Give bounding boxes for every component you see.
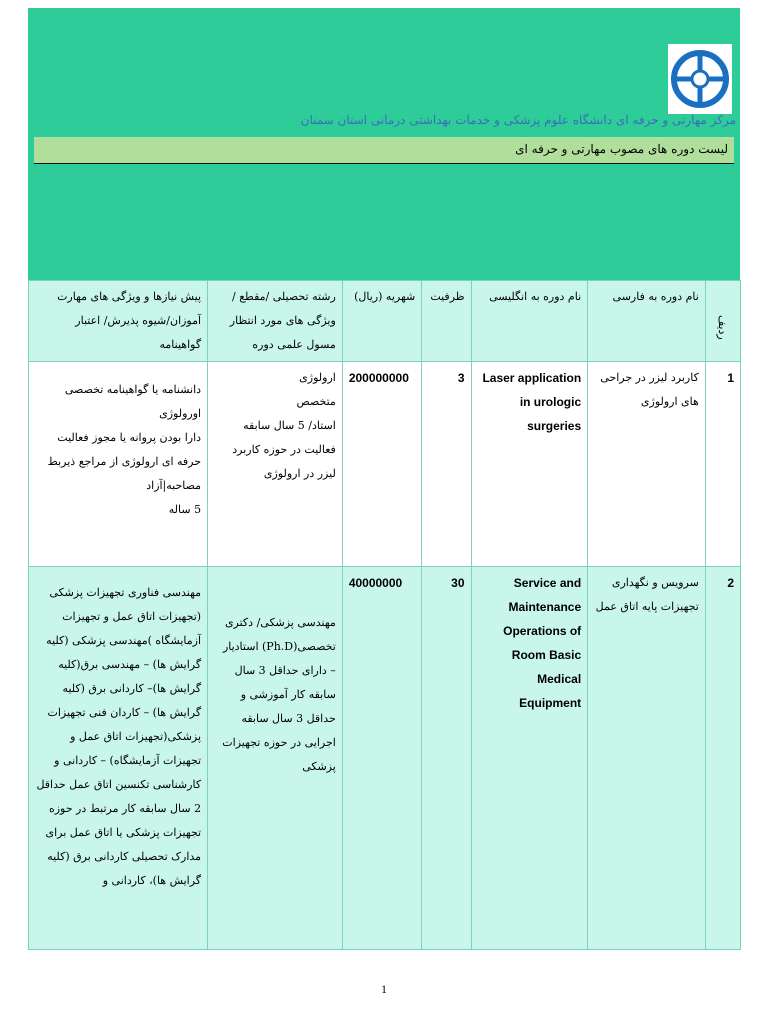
courses-table	[28, 280, 741, 950]
subtitle-bar	[34, 137, 734, 164]
header-fee: شهریه (ریال)	[342, 281, 421, 362]
course-name-en: Service and Maintenance Operations of Room Basic Medical Equipment	[471, 567, 588, 950]
course-requirements: دانشنامه یا گواهینامه تخصصی اورولوژی دارا بودن پروانه یا مجوز فعالیت حرفه ای ارولوژی از مراجع ذیربط مصاحبه|آزاد 5 ساله	[29, 362, 208, 567]
course-field: ارولوژی متخصص استاد/ 5 سال سابقه فعالیت در حوزه کاربرد لیزر در ارولوژی	[208, 362, 343, 567]
course-name-fa: کاربرد لیزر در جراحی های ارولوژی	[588, 362, 706, 567]
course-name-en: Laser application in urologic surgeries	[471, 362, 588, 567]
header-name-en: نام دوره به انگلیسی	[471, 281, 588, 362]
table-row	[29, 362, 741, 567]
table-header-row	[29, 281, 741, 362]
row-index: 1	[705, 362, 740, 567]
page-number: 1	[381, 982, 387, 996]
course-capacity: 3	[422, 362, 471, 567]
header-index: ردیف	[705, 281, 740, 362]
university-logo	[668, 44, 732, 114]
table-row	[29, 567, 741, 950]
course-name-fa: سرویس و نگهداری تجهیزات پایه اتاق عمل	[588, 567, 706, 950]
course-capacity: 30	[422, 567, 471, 950]
course-requirements: مهندسی فناوری تجهیزات پزشکی (تجهیزات اتاق عمل و تجهیزات آزمایشگاه )مهندسی پزشکی (کلیه گرایش ها) – مهندسی برق(کلیه گرایش ها)– کاردانی برق (کلیه گرایش ها) – کاردان فنی تجهیزات پزشکی(تجهیزات اتاق عمل و تجهیزات آزمایشگاه) – کاردانی و کارشناسی تکنسین اتاق عمل حداقل 2 سال سابقه کار مرتبط در حوزه تجهیزات پزشکی یا اتاق عمل برای مدارک تحصیلی کاردانی برق (کلیه گرایش ها)، کاردانی و	[29, 567, 208, 950]
course-field: مهندسی پزشکی/ دکتری تخصصی(Ph.D) استادیار – دارای حداقل 3 سال سابقه کار آموزشی و حداقل 3 سال سابقه اجرایی در حوزه تجهیزات پزشکی	[208, 567, 343, 950]
header-capacity: ظرفیت	[422, 281, 471, 362]
institute-name: مرکز مهارتی و حرفه ای دانشگاه علوم پزشکی و خدمات بهداشتی درمانی استان سمنان	[300, 113, 736, 127]
header-requirements: پیش نیازها و ویژگی های مهارت آموزان/شیوه پذیرش/ اعتبار گواهینامه	[29, 281, 208, 362]
header-field: رشته تحصیلی /مقطع / ویژگی های مورد انتظار مسول علمی دوره	[208, 281, 343, 362]
header-name-fa: نام دوره به فارسی	[588, 281, 706, 362]
row-index: 2	[705, 567, 740, 950]
course-fee: 40000000	[342, 567, 421, 950]
document-subtitle: لیست دوره های مصوب مهارتی و حرفه ای	[515, 142, 728, 156]
course-fee: 200000000	[342, 362, 421, 567]
emblem-icon	[670, 48, 730, 110]
